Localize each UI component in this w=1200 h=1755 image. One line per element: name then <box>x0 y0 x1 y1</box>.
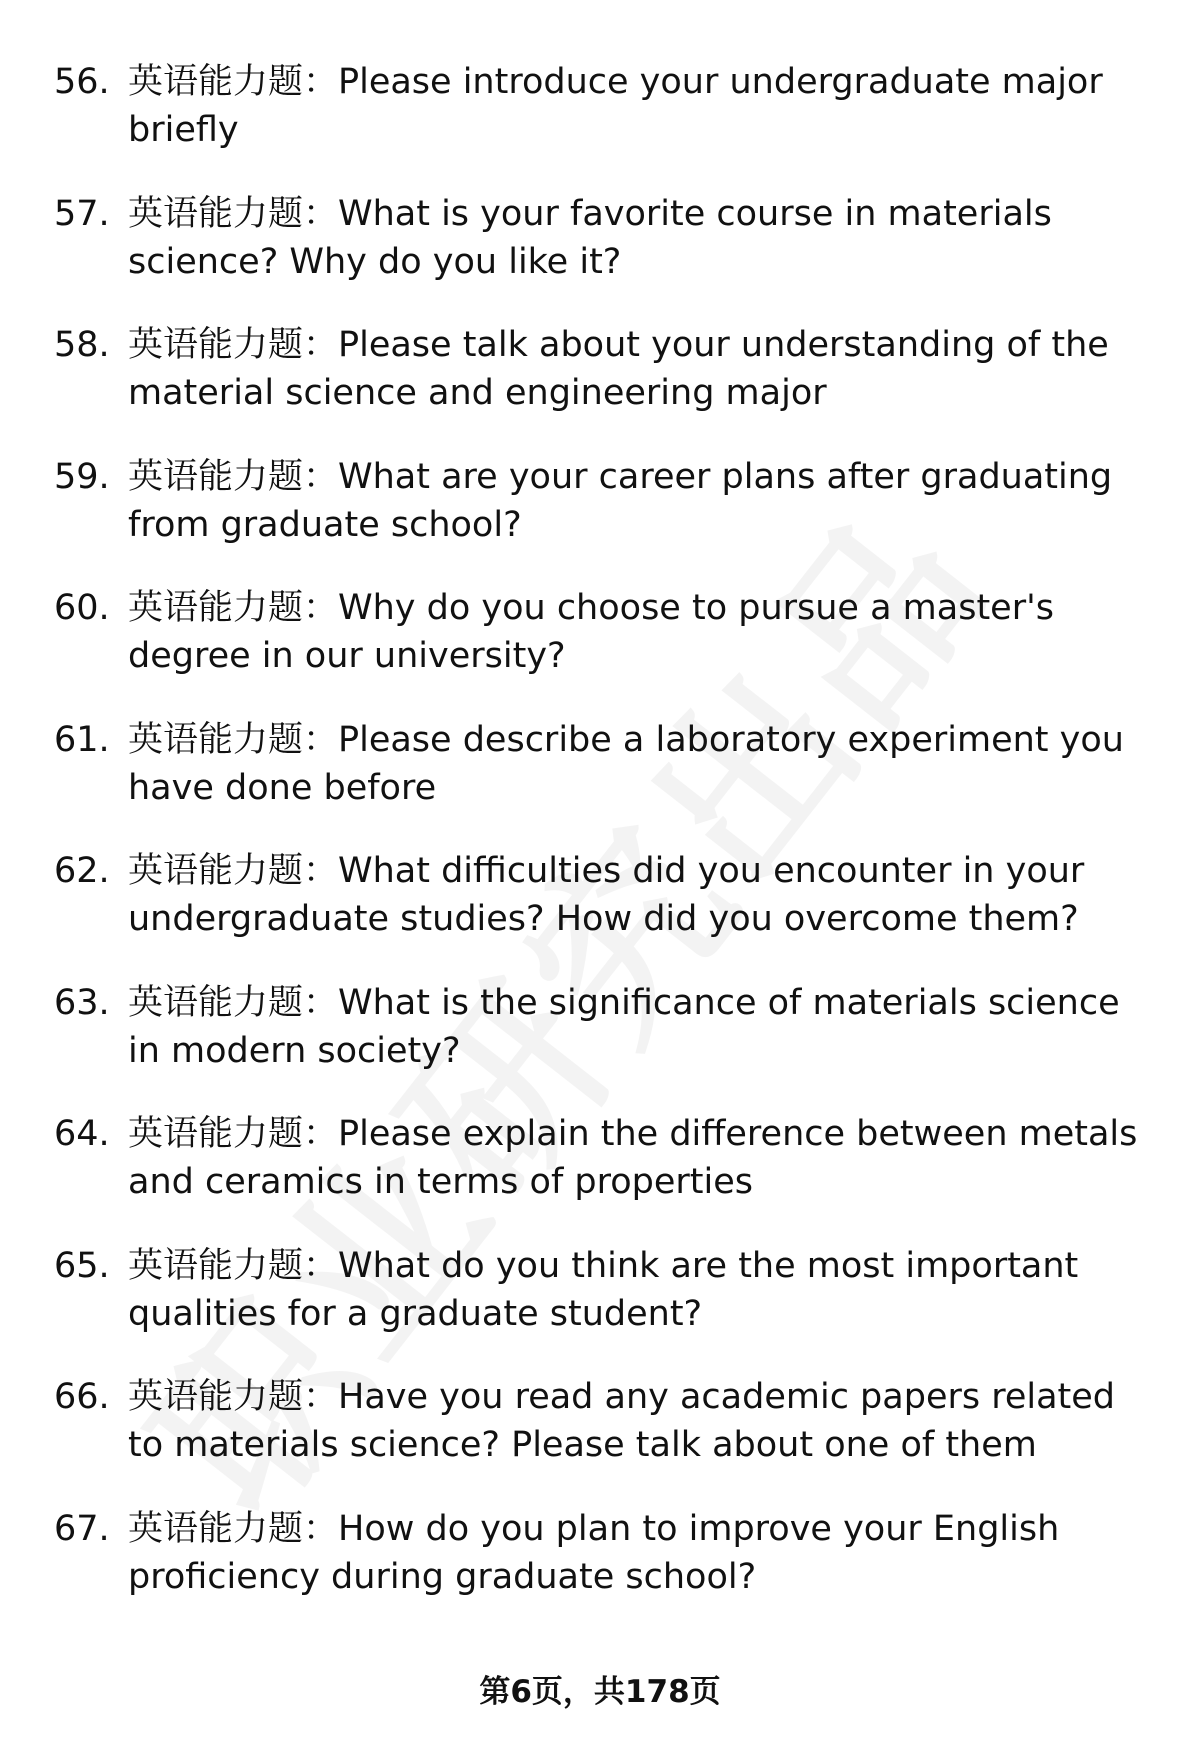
question-number: 63. <box>54 982 110 1023</box>
list-item <box>0 190 1200 322</box>
question-text: 英语能力题：Please talk about your understanding of the material science and engineering major <box>128 325 1109 413</box>
question-text: 英语能力题：How do you plan to improve your English proficiency during graduate school? <box>128 1508 1060 1597</box>
question-text: 英语能力题：What do you think are the most important qualities for a graduate student? <box>128 1245 1079 1334</box>
question-text: 英语能力题：What is the significance of materials science in modern society? <box>128 982 1120 1071</box>
question-number: 64. <box>54 1114 110 1154</box>
question-number: 66. <box>54 1377 110 1417</box>
list-item <box>0 847 1200 979</box>
question-text: 英语能力题：What is your favorite course in materials science? Why do you like it? <box>128 193 1052 282</box>
list-item <box>0 321 1200 453</box>
list-item <box>0 716 1200 848</box>
question-list <box>0 58 1200 1636</box>
question-text: 英语能力题：Please describe a laboratory experiment you have done before <box>128 719 1124 808</box>
question-text: 英语能力题：What are your career plans after graduating from graduate school? <box>128 456 1113 545</box>
question-number: 65. <box>54 1245 110 1286</box>
question-number: 56. <box>54 62 110 102</box>
question-text: 英语能力题：What difficulties did you encounter in your undergraduate studies? How did you overcome them? <box>128 851 1085 939</box>
question-number: 60. <box>54 588 110 628</box>
question-text: 英语能力题：Please introduce your undergraduate major briefly <box>128 62 1103 150</box>
list-item <box>0 58 1200 190</box>
list-item <box>0 453 1200 585</box>
list-item <box>0 1110 1200 1242</box>
page-footer: 第6页，共178页 <box>479 1674 721 1710</box>
list-item <box>0 1373 1200 1505</box>
question-number: 67. <box>54 1508 110 1549</box>
list-item <box>0 1242 1200 1374</box>
question-text: 英语能力题：Why do you choose to pursue a master's degree in our university? <box>128 588 1054 676</box>
question-number: 62. <box>54 851 110 891</box>
question-number: 61. <box>54 719 110 760</box>
question-text: 英语能力题：Please explain the difference between metals and ceramics in terms of properties <box>128 1114 1138 1202</box>
list-item <box>0 979 1200 1111</box>
list-item <box>0 584 1200 716</box>
question-number: 59. <box>54 456 110 497</box>
question-number: 57. <box>54 193 110 234</box>
question-number: 58. <box>54 325 110 365</box>
question-text: 英语能力题：Have you read any academic papers related to materials science? Please talk about one of them <box>128 1377 1116 1465</box>
list-item <box>0 1505 1200 1637</box>
